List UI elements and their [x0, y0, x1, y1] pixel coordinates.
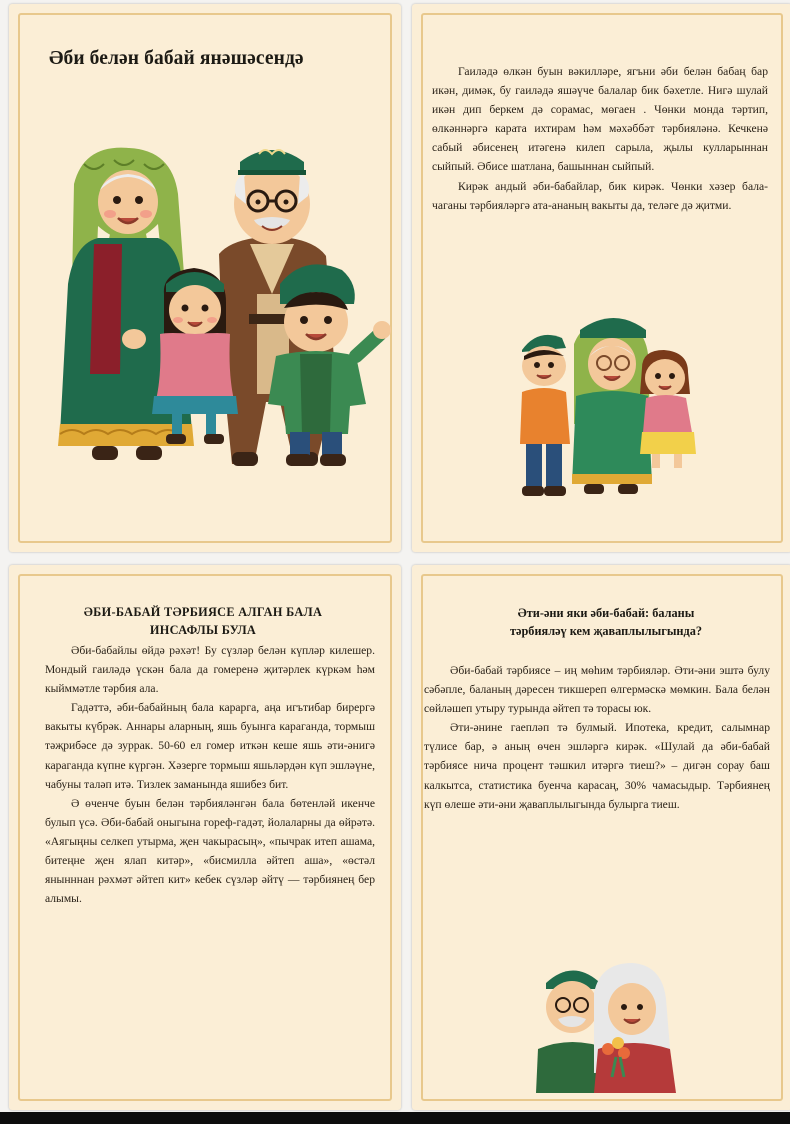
boy-figure [268, 264, 391, 466]
paragraph: Ә өченче буын белән тәрбияләнгән бала бөтенләй икенче булып үсә. Әби-бабай оныгына гореф-гадәт, йолаларны да өйрәтә. «Аягыңны селкеп утырма, җен чакырасың», «пычрак итеп ашама, битеңне җен ялап китәр», «бисмилла әйтеп аша», «өстәл янынннан рәхмәт әйтеп кит» кебек сүзләр әйтү — тәрбиянең бер алымы. [45, 796, 375, 906]
page-4-text [424, 661, 770, 814]
page-2-text [432, 62, 768, 215]
page-3 [9, 565, 401, 1110]
page-1-title: Әби белән бабай янәшәсендә [49, 48, 304, 69]
paragraph: Гаиләдә өлкән буын вәкилләре, ягъни әби белән бабаң бар икән, димәк, бу гаиләдә яшәүче балалар бик бәхетле. Нигә шулай икән дип беркем дә сорамас, мөгаен . Чөнки монда тәртип, өлкәннәргә карата ихтирам һәм мәхәббәт тәрбияләнә. Кечкенә сабый әбисенең итәгенә килеп сарыла, җылы кулларыннан сыйпый. Әбисе шатлана, башыннан сыйпый. [432, 65, 768, 174]
page-4-title [438, 604, 774, 640]
page-4 [412, 565, 790, 1110]
family-illustration [54, 134, 394, 479]
paragraph: Әби-бабайлы өйдә рәхәт! Бу сүзләр белән күпләр килешер. Мондый гаиләдә үскән бала да гомеренә җитәрлек күркәм һәм кыйммәтле тәрбия ала. [45, 644, 375, 696]
grandma-children-illustration [518, 314, 698, 499]
paragraph: Әти-әнине гаепләп тә булмый. Ипотека, кредит, салымнар түлисе бар, ә аның өчен эшләргә кирәк. «Шулай да әби-бабай тәрбиясе нича процент тәшкил итәргә тиеш?» – дигән сорау баш калкытса, статистика буенча карасаң, 30% чамасыдыр. Тәрбиянең күп өлеше әти-әни җаваплылыгында булырга тиеш. [424, 721, 770, 811]
paragraph: Гадәттә, әби-бабайның бала карарга, аңа игътибар бирергә вакыты күбрәк. Аннары аларның, яшь буынга караганда, тормыш тәҗрибәсе дә зуррак. 50-60 ел гомер иткән кеше яшь әти-әнигә караганда күпне күргән. Хәзерге тормыш яшьләрдән күп эшләүне, чабуны таләп итә. Тизлек заманында яшибез бит. [45, 701, 375, 791]
page-3-title [35, 603, 371, 639]
page-4-title-line-1: Әти-әни яки әби-бабай: баланы [517, 606, 695, 620]
page-2 [412, 4, 790, 552]
page-4-title-line-2: тәрбияләү кем җаваплылыгында? [509, 624, 703, 638]
paragraph: Кирәк андый әби-бабайлар, бик кирәк. Чөнки хәзер бала-чаганы тәрбияләргә ата-ананың вакыты да, теләге дә җитми. [432, 179, 768, 212]
page-1 [9, 4, 401, 552]
elderly-couple-illustration [532, 953, 682, 1093]
paragraph: Әби-бабай тәрбиясе – иң мөһим тәрбияләр. Әти-әни эштә булу сәбәпле, баланың дәресен тикшереп өлгермәскә мөмкин. Бала белән сөйләшеп утыру турында әйтеп тә торасы юк. [424, 664, 770, 716]
page-3-title-line-2: ИНСАФЛЫ БУЛА [149, 623, 257, 637]
page-3-title-line-1: ӘБИ-БАБАЙ ТӘРБИЯСЕ АЛГАН БАЛА [83, 605, 323, 619]
page-3-text [45, 641, 375, 908]
